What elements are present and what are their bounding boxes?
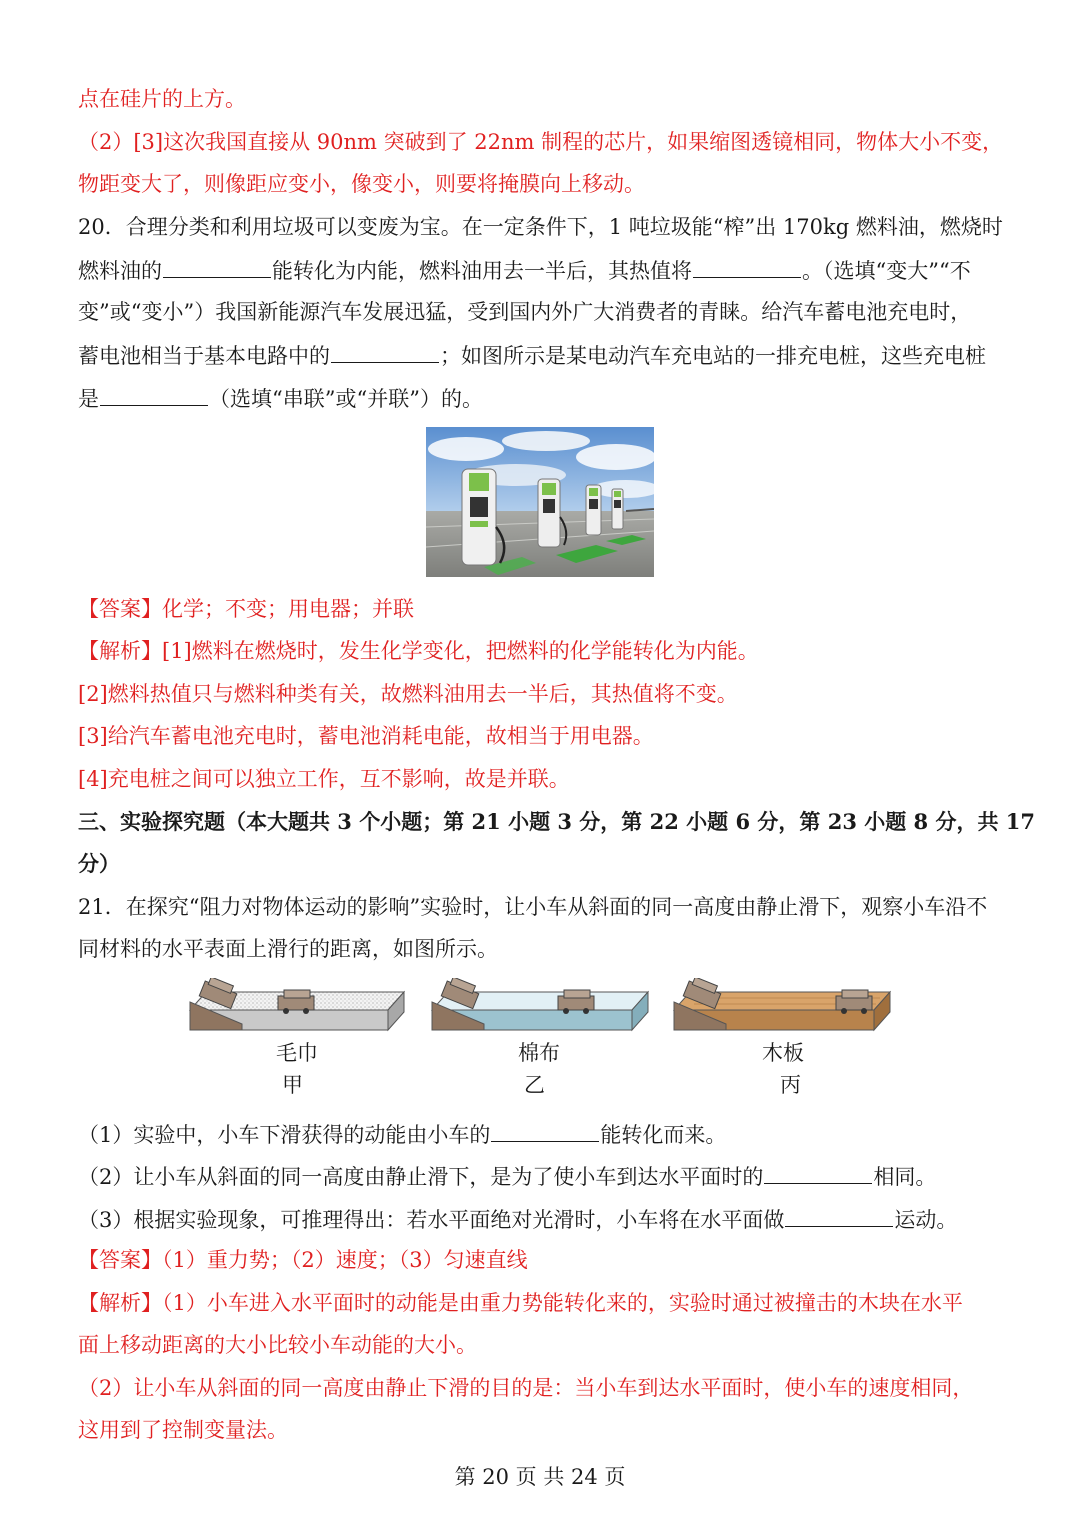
analysis-line: [4]充电桩之间可以独立工作，互不影响，故是并联。 [78, 767, 570, 791]
answer-blank [693, 255, 801, 278]
text-span: 。（选填“变大”“不 [802, 259, 971, 283]
wood-surface [674, 978, 890, 1030]
surface-material-label: 木板 [762, 1041, 804, 1065]
question-21-text: 同材料的水平表面上滑行的距离，如图所示。 [78, 937, 498, 961]
question-20-text [78, 340, 1008, 370]
text-span: 是 [78, 387, 99, 411]
answer-blank [100, 383, 208, 406]
answer-line: 【答案】（1）重力势；（2）速度；（3）匀速直线 [78, 1248, 528, 1272]
cotton-surface [432, 978, 648, 1030]
question-21-sub [78, 1204, 1008, 1234]
text-span: （1）实验中，小车下滑获得的动能由小车的 [78, 1123, 491, 1147]
analysis-line: [3]给汽车蓄电池充电时，蓄电池消耗电能，故相当于用电器。 [78, 724, 654, 748]
question-21-sub [78, 1119, 1008, 1149]
analysis-line: [2]燃料热值只与燃料种类有关，故燃料油用去一半后，其热值将不变。 [78, 682, 738, 706]
question-21-sub [78, 1161, 1008, 1191]
charging-station-photo [426, 427, 654, 577]
analysis-line: 【解析】（1）小车进入水平面时的动能是由重力势能转化来的，实验时通过被撞击的木块在水平 [78, 1291, 963, 1315]
text-span: 燃料油的 [78, 259, 162, 283]
question-20-text [78, 383, 1008, 413]
question-21-text: 21．在探究“阻力对物体运动的影响”实验时，让小车从斜面的同一高度由静止滑下，观察小车沿不 [78, 895, 988, 919]
question-20-text: 20．合理分类和利用垃圾可以变废为宝。在一定条件下，1 吨垃圾能“榨”出 170kg 燃料油，燃烧时 [78, 215, 1003, 239]
section-heading: 三、实验探究题（本大题共 3 个小题；第 21 小题 3 分，第 22 小题 6 分，第 23 小题 8 分，共 17 [78, 809, 1036, 834]
surface-id-label: 甲 [282, 1073, 303, 1097]
question-20-text [78, 255, 1008, 285]
analysis-line: 这用到了控制变量法。 [78, 1418, 288, 1442]
towel-surface [190, 978, 404, 1030]
text-span: 蓄电池相当于基本电路中的 [78, 344, 330, 368]
answer-blank [163, 255, 271, 278]
answer-line: 【答案】化学；不变；用电器；并联 [78, 597, 414, 621]
text-span: 运动。 [894, 1208, 958, 1232]
analysis-line: 面上移动距离的大小比较小车动能的大小。 [78, 1333, 477, 1357]
text-span: （2）让小车从斜面的同一高度由静止滑下，是为了使小车到达水平面时的 [78, 1165, 764, 1189]
surface-material-label: 毛巾 [276, 1041, 318, 1065]
text-span: （选填“串联”或“并联”）的。 [209, 387, 483, 411]
surface-material-label: 棉布 [518, 1041, 560, 1065]
answer-blank [331, 340, 439, 363]
surface-id-label: 丙 [780, 1073, 801, 1097]
analysis-line: （2）让小车从斜面的同一高度由静止下滑的目的是：当小车到达水平面时，使小车的速度相同， [78, 1376, 974, 1400]
text-span: 能转化为内能，燃料油用去一半后，其热值将 [272, 259, 692, 283]
text-line: （2）[3]这次我国直接从 90nm 突破到了 22nm 制程的芯片，如果缩图透镜相同，物体大小不变， [78, 130, 1004, 154]
section-heading: 分） [78, 851, 120, 876]
incline-experiment-diagram [180, 978, 900, 1098]
text-span: 相同。 [873, 1165, 937, 1189]
answer-blank [764, 1161, 872, 1184]
answer-blank [785, 1204, 893, 1227]
analysis-line: 【解析】[1]燃料在燃烧时，发生化学变化，把燃料的化学能转化为内能。 [78, 639, 759, 663]
question-20-text: 变”或“变小”）我国新能源汽车发展迅猛，受到国内外广大消费者的青睐。给汽车蓄电池充电时， [78, 300, 972, 324]
text-span: 能转化而来。 [600, 1123, 727, 1147]
answer-blank [491, 1119, 599, 1142]
surface-id-label: 乙 [524, 1073, 545, 1097]
text-line: 点在硅片的上方。 [78, 87, 246, 111]
text-span: （3）根据实验现象，可推理得出：若水平面绝对光滑时，小车将在水平面做 [78, 1208, 785, 1232]
page-footer: 第 20 页 共 24 页 [454, 1465, 626, 1489]
text-span: ；如图所示是某电动汽车充电站的一排充电桩，这些充电桩 [440, 344, 986, 368]
text-line: 物距变大了，则像距应变小，像变小，则要将掩膜向上移动。 [78, 172, 645, 196]
